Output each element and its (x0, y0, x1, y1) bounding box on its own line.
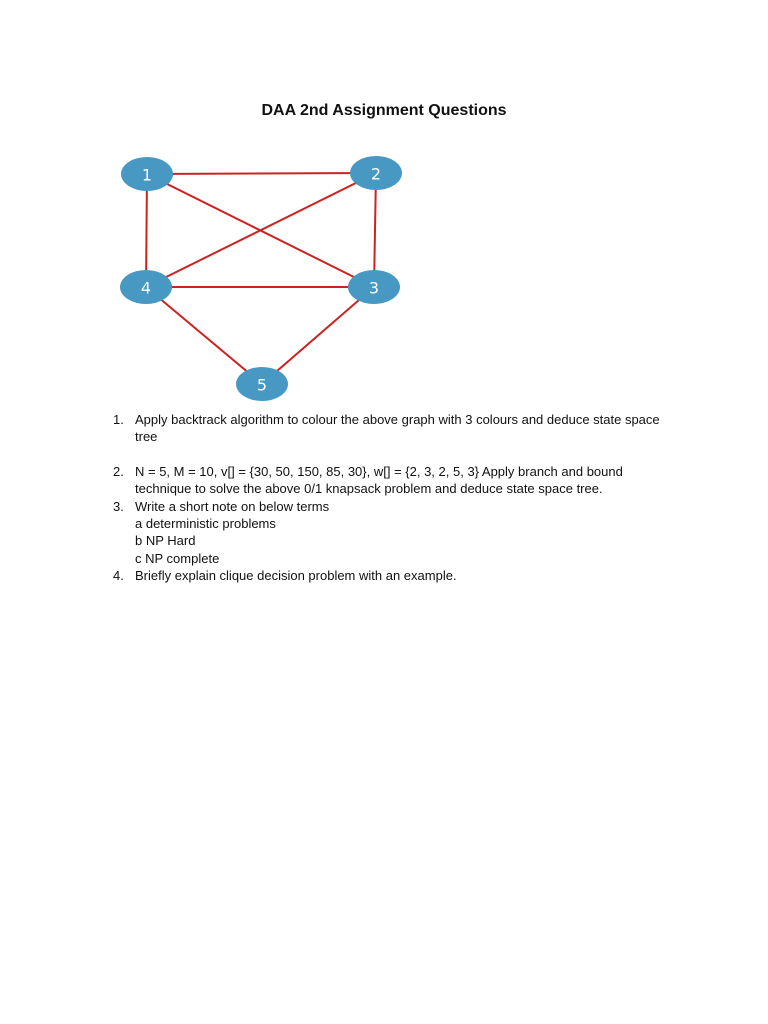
page-title: DAA 2nd Assignment Questions (261, 102, 507, 119)
graph-edges (146, 173, 376, 384)
question-subitem: b NP Hard (135, 533, 196, 549)
question-number: 1. (113, 412, 124, 427)
question-number: 3. (113, 498, 124, 514)
question-number: 2. (113, 463, 124, 479)
question-line: N = 5, M = 10, v[] = {30, 50, 150, 85, 30}, w[] = {2, 3, 2, 5, 3} Apply branch and bound technique to solve the above 0/1 knapsack problem and deduce state space tree. (135, 463, 623, 497)
question-text (135, 567, 673, 584)
graph-nodes (120, 156, 402, 401)
question-line: Write a short note on below terms (135, 498, 330, 514)
graph-edge-4-5 (146, 287, 262, 384)
graph-edge-3-5 (262, 287, 374, 384)
question-text (135, 411, 673, 446)
question-item (113, 567, 673, 584)
graph-node-label: 4 (140, 278, 152, 298)
graph-node-1 (121, 157, 173, 191)
graph-node-label: 2 (370, 164, 382, 184)
graph-node-5 (236, 367, 288, 401)
question-list (113, 411, 673, 585)
graph-node-label: 1 (141, 165, 153, 185)
graph-node-2 (350, 156, 402, 190)
question-item (113, 498, 673, 568)
question-item (113, 463, 673, 498)
question-subitem: a deterministic problems (135, 516, 276, 532)
question-subitem: c NP complete (135, 550, 220, 566)
question-line: Briefly explain clique decision problem with an example. (135, 568, 457, 584)
question-item (113, 411, 673, 446)
graph-node-4 (120, 270, 172, 304)
graph-edge-1-2 (147, 173, 376, 174)
question-line: Apply backtrack algorithm to colour the above graph with 3 colours and deduce state space tree (135, 412, 660, 445)
graph-diagram (0, 0, 768, 420)
graph-edge-2-3 (374, 173, 376, 287)
question-text (135, 463, 673, 498)
graph-node-3 (348, 270, 400, 304)
graph-node-label: 5 (256, 375, 268, 395)
graph-node-label: 3 (368, 278, 380, 298)
question-text (135, 498, 673, 568)
question-number: 4. (113, 568, 124, 584)
